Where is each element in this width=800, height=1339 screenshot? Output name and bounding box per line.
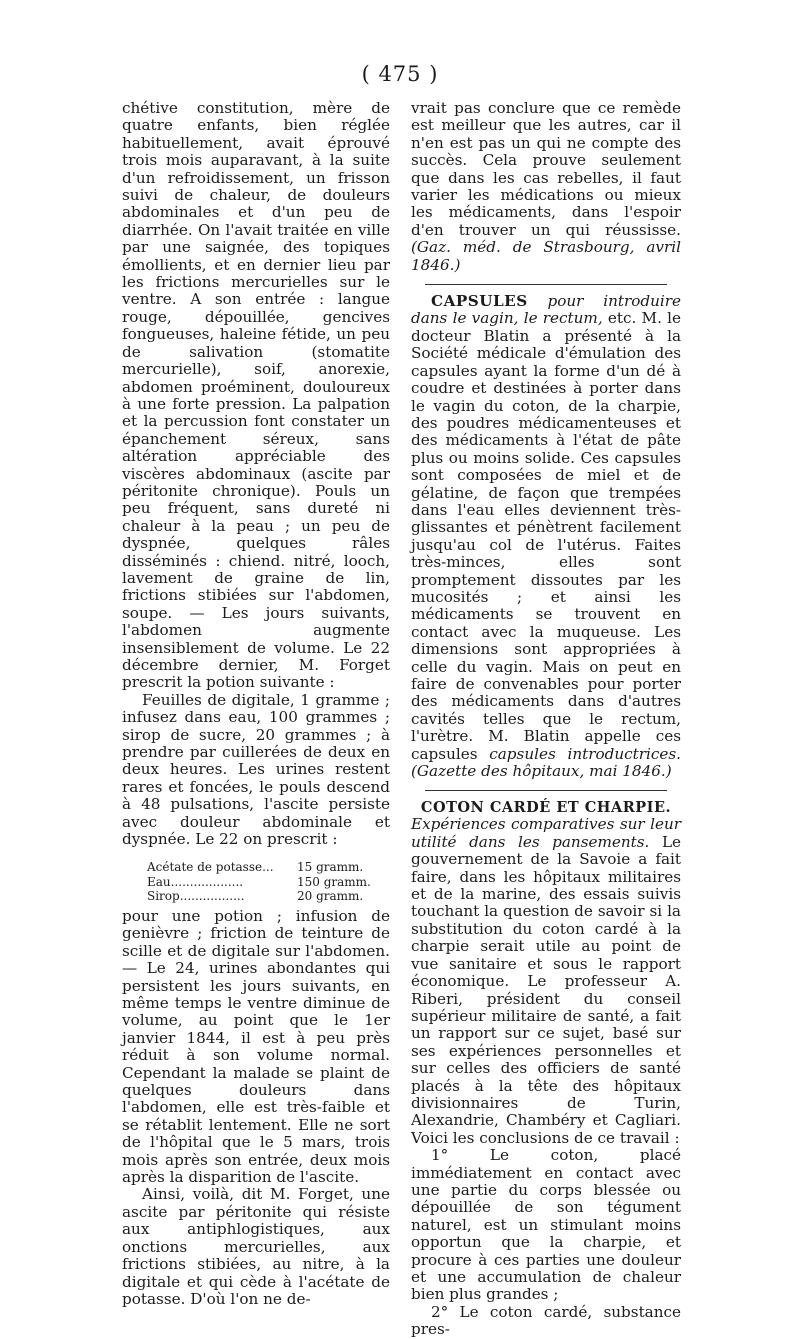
ingredient-name: Acétate de potasse... bbox=[147, 860, 274, 875]
ingredient-name: Sirop................. bbox=[147, 889, 245, 904]
coton-section bbox=[411, 816, 681, 1147]
section-heading-italic: pour introduire dans le vagin, le rectum, bbox=[411, 292, 681, 328]
section-divider bbox=[425, 284, 667, 285]
conclusion-item-2: 2° Le coton cardé, substance pres- bbox=[411, 1302, 681, 1339]
conclusion-paragraph: Ainsi, voilà, dit M. Forget, une ascite par péritonite qui résiste aux antiphlogistiques, aux onctions mercurielles, aux frictions stibiées, au nitre, à la digitale et qui cède à l'acétate de potasse. D'où l'on ne de- bbox=[122, 1185, 390, 1308]
right-column bbox=[411, 100, 681, 1339]
digitalis-prescription-paragraph: Feuilles de digitale, 1 gramme ; infusez dans eau, 100 grammes ; sirop de sucre, 20 grammes ; à prendre par cuillerées de deux en deux heures. Les urines restent rares et foncées, le pouls descend à 48 pulsations, l'ascite persiste avec douleur abdominale et dyspnée. Le 22 on prescrit : bbox=[122, 690, 390, 849]
prescription-row bbox=[147, 889, 390, 904]
prescription-table bbox=[147, 860, 390, 904]
treatment-outcome-paragraph: pour une potion ; infusion de genièvre ; friction de teinture de scille et de digitale sur l'abdomen. — Le 24, urines abondantes qui persistent les jours suivants, en même temps le ventre diminue de volume, au point que le 1er janvier 1844, il est à peu près réduit à son volume normal. Cependant la malade se plaint de quelques douleurs dans l'abdomen, elle est très-faible et se rétablit lentement. Elle ne sort de l'hôpital que le 5 mars, trois mois après son entrée, deux mois après la disparition de l'ascite. bbox=[122, 906, 390, 1187]
page-number: ( 475 ) bbox=[361, 62, 439, 86]
case-report-paragraph: chétive constitution, mère de quatre enfants, bien réglée habituellement, avait éprouvé trois mois auparavant, à la suite d'un refroidissement, un frisson suivi de chaleur, de douleurs abdominales et d'un peu de diarrhée. On l'avait traitée en ville par une saignée, des topiques émollients, et en dernier lieu par les frictions mercurielles sur le ventre. A son entrée : langue rouge, dépouillée, gencives fongueuses, haleine fétide, un peu de salivation (stomatite mercurielle), soif, anorexie, abdomen proéminent, douloureux à une forte pression. La palpation et la percussion font constater un épanchement séreux, sans altération appréciable des viscères abdominaux (ascite par péritonite chronique). Pouls un peu fréquent, sans dureté ni chaleur à la peau ; un peu de dyspnée, quelques râles disséminés : chiend. nitré, looch, lavement de graine de lin, frictions stibiées sur l'abdomen, soupe. — Les jours suivants, l'abdomen augmente insensiblement de volume. Le 22 décembre dernier, M. Forget prescrit la potion suivante : bbox=[122, 99, 390, 692]
conclusion-item-1: 1° Le coton, placé immédiatement en contact avec une partie du corps blessée ou dépouillée de son tégument naturel, est un stimulant moins opportun que la charpie, et procure à ces parties une douleur et une accumulation de chaleur bien plus grandes ; bbox=[411, 1146, 681, 1304]
italic-term: capsules introductrices. bbox=[489, 744, 681, 763]
continued-text: vrait pas conclure que ce remède est meilleur que les autres, car il n'en est pas un qui ne compte des succès. Cela prouve seulement que dans les cas rebelles, il faut varier les médications ou mieux les médicaments, dans l'espoir d'en trouver un qui réussisse. bbox=[411, 99, 681, 239]
ingredient-quantity: 20 gramm. bbox=[297, 889, 364, 904]
ingredient-quantity: 150 gramm. bbox=[297, 874, 371, 889]
prescription-row bbox=[147, 875, 390, 890]
section-divider bbox=[425, 790, 667, 791]
citation: (Gazette des hôpitaux, mai 1846.) bbox=[411, 762, 672, 781]
section-heading: CAPSULES bbox=[431, 292, 528, 311]
citation: (Gaz. méd. de Strasbourg, avril 1846.) bbox=[411, 238, 681, 274]
left-column bbox=[122, 100, 390, 1308]
section-text: Le gouvernement de la Savoie a fait faire, dans les hôpitaux militaires et de la marine, des essais suivis touchant la question de savoir si la substitution du coton cardé à la charpie serait utile au point de vue sanitaire et sous le rapport économique. Le professeur A. Riberi, président du conseil supérieur militaire de santé, a fait un rapport sur ce sujet, basé sur ses expériences personnelles et sur celles des officiers de santé placés à la tête des hôpitaux divisionnaires de Turin, Alexandrie, Chambéry et Cagliari. Voici les conclusions de ce travail : bbox=[411, 832, 682, 1147]
section-heading: COTON CARDÉ ET CHARPIE. bbox=[420, 799, 672, 817]
ingredient-name: Eau................... bbox=[147, 874, 244, 889]
section-text: etc. M. le docteur Blatin a présenté à la Société médicale d'émulation des capsules ayant la forme d'un dé à coudre et destinées à porter dans le vagin du coton, de la charpie, des poudres médicamenteuses et des médicaments à l'état de pâte plus ou moins solide. Ces capsules sont composées de miel et de gélatine, de façon que trempées dans l'eau elles deviennent très-glissantes et pénètrent facilement jusqu'au col de l'utérus. Faites très-minces, elles sont promptement dissoutes par les mucosités ; et ainsi les médicaments se trouvent en contact avec la muqueuse. Les dimensions sont appropriées à celle du vagin. Mais on peut en faire de convenables pour porter des médicaments dans d'autres cavités telles que le rectum, l'urètre. M. Blatin appelle ces capsules bbox=[411, 309, 681, 763]
prescription-row bbox=[147, 860, 390, 875]
ingredient-quantity: 15 gramm. bbox=[297, 860, 364, 875]
continued-paragraph bbox=[411, 100, 681, 274]
section-subtitle: Expériences comparatives sur leur utilité dans les pansements. bbox=[411, 815, 681, 851]
capsules-section bbox=[411, 293, 681, 780]
